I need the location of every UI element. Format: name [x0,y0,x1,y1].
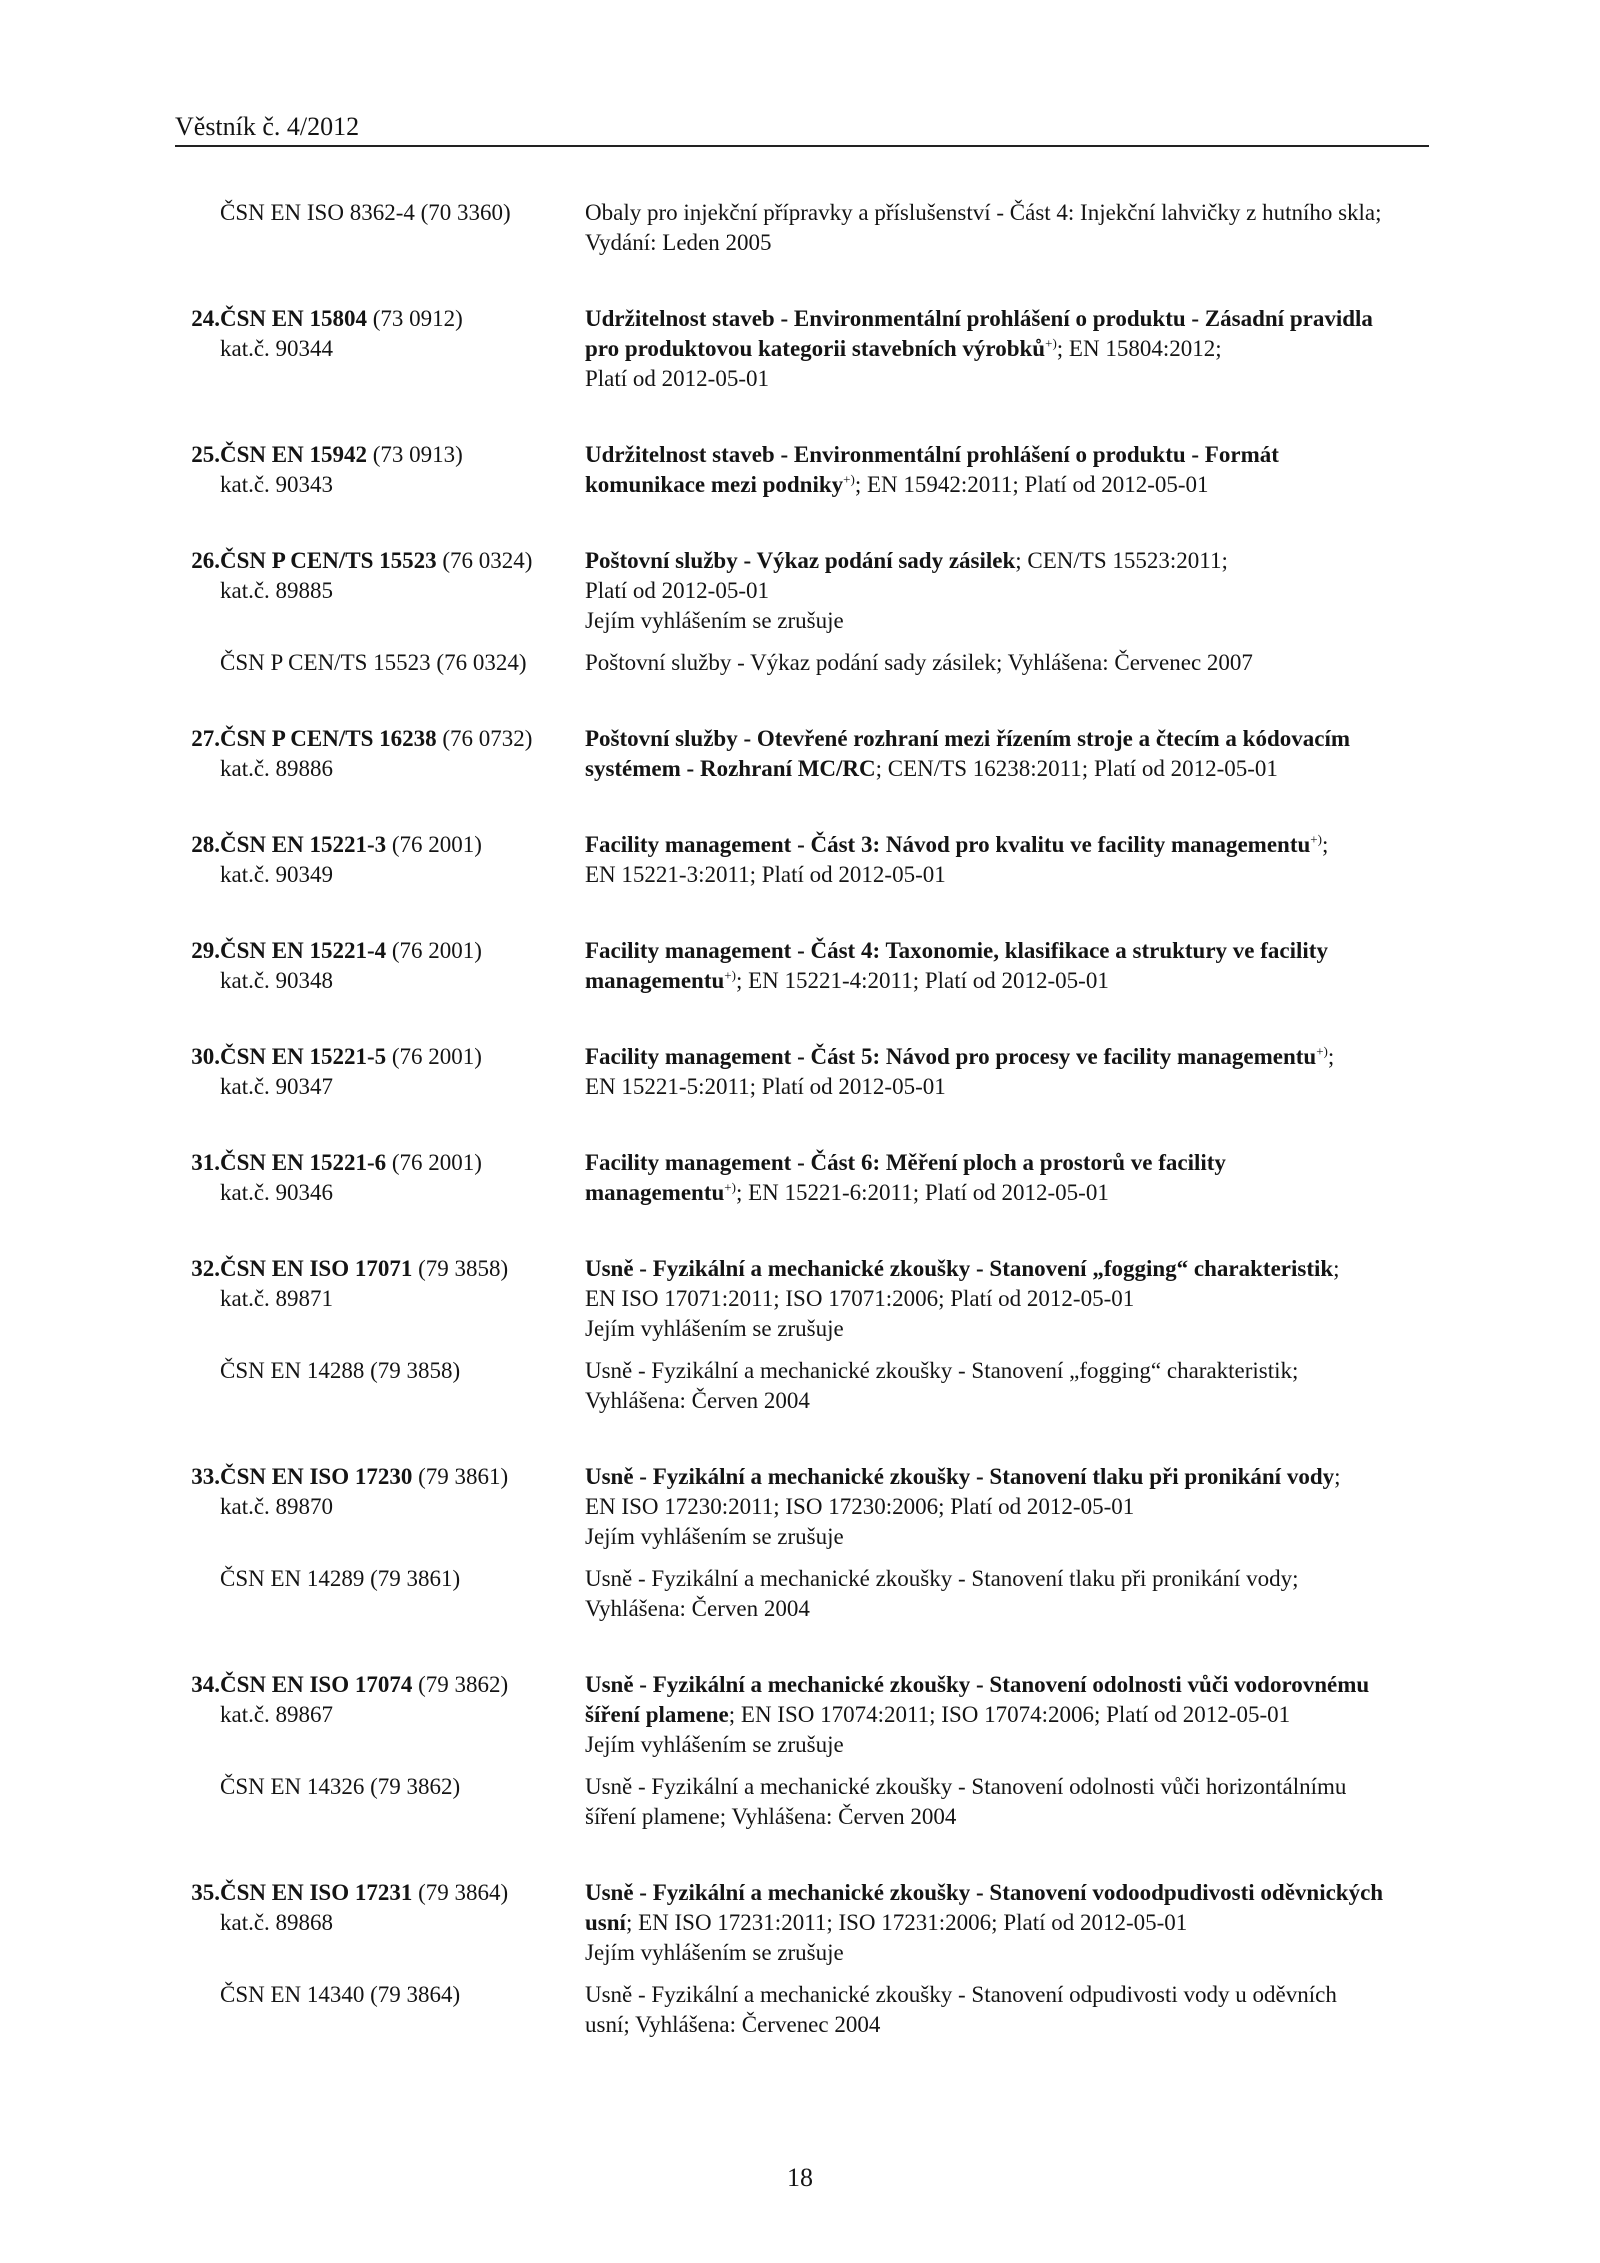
description-line [585,1594,1435,1624]
description-line [585,724,1435,754]
standard-code: ČSN EN ISO 8362-4 (70 3360) [220,200,511,225]
class-code: (79 3864) [412,1880,509,1905]
text-segment: Usně - Fyzikální a mechanické zkoušky - Stanovení odpudivosti vody u oděvních [585,1982,1337,2007]
text-segment: Udržitelnost staveb - Environmentální prohlášení o produktu - Formát [585,442,1279,467]
standard-code: ČSN EN 14288 (79 3858) [220,1358,461,1383]
standard-designation [175,1772,585,1832]
footnote-marker: +) [843,471,855,487]
description-line [585,1802,1435,1832]
standard-code: ČSN EN ISO 17231 [220,1880,413,1905]
text-segment: Facility management - Část 6: Měření ploch a prostorů ve facility [585,1150,1226,1175]
description-line [585,1386,1435,1416]
text-segment: ; EN ISO 17231:2011; ISO 17231:2006; Platí od 2012-05-01 [625,1910,1188,1935]
standard-row [175,1042,1435,1102]
class-code: (76 0732) [436,726,533,751]
text-segment: ; EN 15942:2011; Platí od 2012-05-01 [854,472,1209,497]
standard-code: ČSN EN 15221-3 [220,832,387,857]
description-line [585,364,1435,394]
catalog-number: kat.č. 90347 [220,1074,334,1099]
standard-designation [175,1148,585,1208]
description-line [585,1938,1435,1968]
text-segment: ; EN 15804:2012; [1056,336,1222,361]
text-segment: Jejím vyhlášením se zrušuje [585,1316,844,1341]
text-segment: pro produktovou kategorii stavebních výrobků [585,336,1046,361]
standard-code: ČSN EN 15221-5 [220,1044,387,1069]
description-line [585,1178,1435,1208]
standard-code: ČSN EN 14340 (79 3864) [220,1982,461,2007]
text-segment: Poštovní služby - Výkaz podání sady zásilek [585,548,1016,573]
text-segment: Usně - Fyzikální a mechanické zkoušky - Stanovení „fogging“ charakteristik [585,1256,1334,1281]
class-code: (79 3862) [412,1672,509,1697]
text-segment: EN 15221-3:2011; Platí od 2012-05-01 [585,862,946,887]
catalog-number: kat.č. 89885 [220,578,334,603]
text-segment: Jejím vyhlášením se zrušuje [585,1524,844,1549]
text-segment: šíření plamene; Vyhlášena: Červen 2004 [585,1804,957,1829]
standard-row [175,1670,1435,1760]
description-line [585,1772,1435,1802]
standard-entry [175,1462,1435,1624]
standard-entry [175,440,1435,500]
standard-entry [175,936,1435,996]
text-segment: ; EN 15221-6:2011; Platí od 2012-05-01 [735,1180,1109,1205]
text-segment: Facility management - Část 4: Taxonomie, klasifikace a struktury ve facility [585,938,1328,963]
standard-designation [175,440,585,500]
standard-designation [175,198,585,258]
text-segment: Jejím vyhlášením se zrušuje [585,608,844,633]
description-line [585,576,1435,606]
standard-entry [175,830,1435,890]
text-segment: Platí od 2012-05-01 [585,366,769,391]
standard-description [585,546,1435,636]
entry-number: 26. [191,548,220,573]
text-segment: Facility management - Část 5: Návod pro procesy ve facility managementu [585,1044,1317,1069]
catalog-number: kat.č. 89886 [220,756,334,781]
class-code: (76 0324) [436,548,533,573]
text-segment: Vydání: Leden 2005 [585,230,772,255]
text-segment: Poštovní služby - Výkaz podání sady zásilek; Vyhlášena: Červenec 2007 [585,650,1253,675]
page-header-title: Věstník č. 4/2012 [175,112,360,141]
description-line [585,1700,1435,1730]
standard-row [175,936,1435,996]
text-segment: ; [1334,1464,1341,1489]
standard-description [585,1254,1435,1344]
class-code: (79 3858) [412,1256,509,1281]
replaced-standard-row [175,648,1435,678]
standard-description [585,1462,1435,1552]
standard-row [175,546,1435,636]
description-line [585,1462,1435,1492]
text-segment: usní [585,1910,626,1935]
description-line [585,830,1435,860]
standard-entry [175,724,1435,784]
standard-code: ČSN P CEN/TS 15523 (76 0324) [220,650,527,675]
catalog-number: kat.č. 90344 [220,336,334,361]
entry-number: 33. [191,1464,220,1489]
standard-description [585,830,1435,890]
entry-number: 27. [191,726,220,751]
entry-number: 31. [191,1150,220,1175]
text-segment: Usně - Fyzikální a mechanické zkoušky - Stanovení „fogging“ charakteristik; [585,1358,1299,1383]
description-line [585,1564,1435,1594]
text-segment: ; CEN/TS 16238:2011; Platí od 2012-05-01 [875,756,1278,781]
text-segment: managementu [585,1180,725,1205]
standard-designation [175,648,585,678]
standard-row [175,440,1435,500]
text-segment: ; [1321,832,1329,857]
catalog-number: kat.č. 89868 [220,1910,334,1935]
catalog-number: kat.č. 90346 [220,1180,334,1205]
text-segment: Jejím vyhlášením se zrušuje [585,1732,844,1757]
standard-designation [175,830,585,890]
standard-description [585,648,1435,678]
class-code: (76 2001) [386,938,482,963]
standard-row [175,1462,1435,1552]
standard-description [585,1670,1435,1760]
text-segment: EN ISO 17230:2011; ISO 17230:2006; Platí od 2012-05-01 [585,1494,1135,1519]
text-segment: Usně - Fyzikální a mechanické zkoušky - Stanovení vodoodpudivosti oděvnických [585,1880,1384,1905]
standard-entry [175,1042,1435,1102]
standard-code: ČSN EN 15942 [220,442,367,467]
entry-number: 24. [191,306,220,331]
replaced-standard-row [175,1980,1435,2040]
standard-designation [175,1878,585,1968]
replaced-standard-row [175,1356,1435,1416]
entry-number: 34. [191,1672,220,1697]
text-segment: ; CEN/TS 15523:2011; [1015,548,1228,573]
description-line [585,648,1435,678]
standard-description [585,724,1435,784]
description-line [585,966,1435,996]
class-code: (73 0912) [366,306,463,331]
footnote-marker: +) [1310,831,1322,847]
description-line [585,1314,1435,1344]
text-segment: Usně - Fyzikální a mechanické zkoušky - Stanovení odolnosti vůči horizontálnímu [585,1774,1347,1799]
description-line [585,1670,1435,1700]
standard-designation [175,1462,585,1552]
description-line [585,1072,1435,1102]
text-segment: Usně - Fyzikální a mechanické zkoušky - Stanovení tlaku při pronikání vody [585,1464,1335,1489]
text-segment: Platí od 2012-05-01 [585,578,769,603]
text-segment: Facility management - Část 3: Návod pro kvalitu ve facility managementu [585,832,1311,857]
standard-designation [175,1254,585,1344]
description-line [585,1492,1435,1522]
text-segment: Poštovní služby - Otevřené rozhraní mezi řízením stroje a čtecím a kódovacím [585,726,1351,751]
standard-entry [175,1148,1435,1208]
standard-row [175,724,1435,784]
text-segment: ; [1333,1256,1340,1281]
footnote-marker: +) [1316,1043,1328,1059]
entry-number: 30. [191,1044,220,1069]
description-line [585,1878,1435,1908]
standard-description [585,936,1435,996]
description-line [585,228,1435,258]
description-line [585,754,1435,784]
standard-entry [175,1670,1435,1832]
entry-number: 28. [191,832,220,857]
footnote-marker: +) [1045,335,1057,351]
description-line [585,1284,1435,1314]
replaced-standard-row [175,198,1435,258]
text-segment: šíření plamene [585,1702,729,1727]
footnote-marker: +) [724,1179,736,1195]
text-segment: Usně - Fyzikální a mechanické zkoušky - Stanovení tlaku při pronikání vody; [585,1566,1299,1591]
catalog-number: kat.č. 89870 [220,1494,334,1519]
catalog-number: kat.č. 90343 [220,472,334,497]
standard-code: ČSN EN ISO 17071 [220,1256,413,1281]
standard-code: ČSN EN 14326 (79 3862) [220,1774,461,1799]
text-segment: Obaly pro injekční přípravky a příslušenství - Část 4: Injekční lahvičky z hutního skla; [585,200,1382,225]
entry-number: 25. [191,442,220,467]
standard-designation [175,724,585,784]
standard-row [175,1254,1435,1344]
standard-row [175,1878,1435,1968]
standard-row [175,304,1435,394]
class-code: (76 2001) [386,1044,482,1069]
text-segment: ; EN 15221-4:2011; Platí od 2012-05-01 [735,968,1109,993]
text-segment: Vyhlášena: Červen 2004 [585,1596,810,1621]
class-code: (79 3861) [412,1464,509,1489]
description-line [585,440,1435,470]
standard-description [585,440,1435,500]
class-code: (76 2001) [386,832,482,857]
text-segment: Vyhlášena: Červen 2004 [585,1388,810,1413]
standards-list [175,198,1435,2086]
standard-entry [175,198,1435,258]
description-line [585,1730,1435,1760]
standard-entry [175,1878,1435,2040]
standard-designation [175,1042,585,1102]
standard-code: ČSN EN 15221-4 [220,938,387,963]
text-segment: usní; Vyhlášena: Červenec 2004 [585,2012,881,2037]
standard-description [585,198,1435,258]
standard-row [175,830,1435,890]
standard-description [585,304,1435,394]
standard-code: ČSN EN 15804 [220,306,367,331]
text-segment: Jejím vyhlášením se zrušuje [585,1940,844,1965]
standard-designation [175,1980,585,2040]
standard-description [585,1148,1435,1208]
text-segment: Udržitelnost staveb - Environmentální prohlášení o produktu - Zásadní pravidla [585,306,1373,331]
description-line [585,606,1435,636]
catalog-number: kat.č. 89867 [220,1702,334,1727]
description-line [585,1356,1435,1386]
description-line [585,470,1435,500]
standard-code: ČSN EN ISO 17074 [220,1672,413,1697]
text-segment: systémem - Rozhraní MC/RC [585,756,876,781]
description-line [585,2010,1435,2040]
standard-designation [175,1670,585,1760]
standard-code: ČSN P CEN/TS 16238 [220,726,437,751]
replaced-standard-row [175,1772,1435,1832]
standard-code: ČSN EN ISO 17230 [220,1464,413,1489]
description-line [585,198,1435,228]
entry-number: 32. [191,1256,220,1281]
description-line [585,1980,1435,2010]
text-segment: Usně - Fyzikální a mechanické zkoušky - Stanovení odolnosti vůči vodorovnému [585,1672,1370,1697]
description-line [585,1254,1435,1284]
replaced-standard-row [175,1564,1435,1624]
footnote-marker: +) [724,967,736,983]
text-segment: ; [1327,1044,1335,1069]
standard-code: ČSN EN 14289 (79 3861) [220,1566,461,1591]
class-code: (76 2001) [386,1150,482,1175]
header-rule [175,145,1429,147]
standard-designation [175,936,585,996]
standard-entry [175,304,1435,394]
text-segment: ; EN ISO 17074:2011; ISO 17074:2006; Platí od 2012-05-01 [728,1702,1291,1727]
catalog-number: kat.č. 89871 [220,1286,334,1311]
entry-number: 35. [191,1880,220,1905]
standard-designation [175,546,585,636]
standard-entry [175,546,1435,678]
description-line [585,334,1435,364]
standard-description [585,1356,1435,1416]
catalog-number: kat.č. 90349 [220,862,334,887]
standard-entry [175,1254,1435,1416]
standard-code: ČSN P CEN/TS 15523 [220,548,437,573]
standard-designation [175,1564,585,1624]
standard-designation [175,1356,585,1416]
standard-code: ČSN EN 15221-6 [220,1150,387,1175]
catalog-number: kat.č. 90348 [220,968,334,993]
class-code: (73 0913) [366,442,463,467]
standard-row [175,1148,1435,1208]
standard-designation [175,304,585,394]
standard-description [585,1878,1435,1968]
description-line [585,546,1435,576]
description-line [585,1522,1435,1552]
description-line [585,936,1435,966]
description-line [585,860,1435,890]
standard-description [585,1042,1435,1102]
standard-description [585,1980,1435,2040]
description-line [585,1148,1435,1178]
standard-description [585,1772,1435,1832]
standard-description [585,1564,1435,1624]
description-line [585,1908,1435,1938]
description-line [585,304,1435,334]
text-segment: EN ISO 17071:2011; ISO 17071:2006; Platí od 2012-05-01 [585,1286,1135,1311]
page-number: 18 [787,2163,813,2192]
entry-number: 29. [191,938,220,963]
text-segment: komunikace mezi podniky [585,472,844,497]
text-segment: EN 15221-5:2011; Platí od 2012-05-01 [585,1074,946,1099]
text-segment: managementu [585,968,725,993]
description-line [585,1042,1435,1072]
